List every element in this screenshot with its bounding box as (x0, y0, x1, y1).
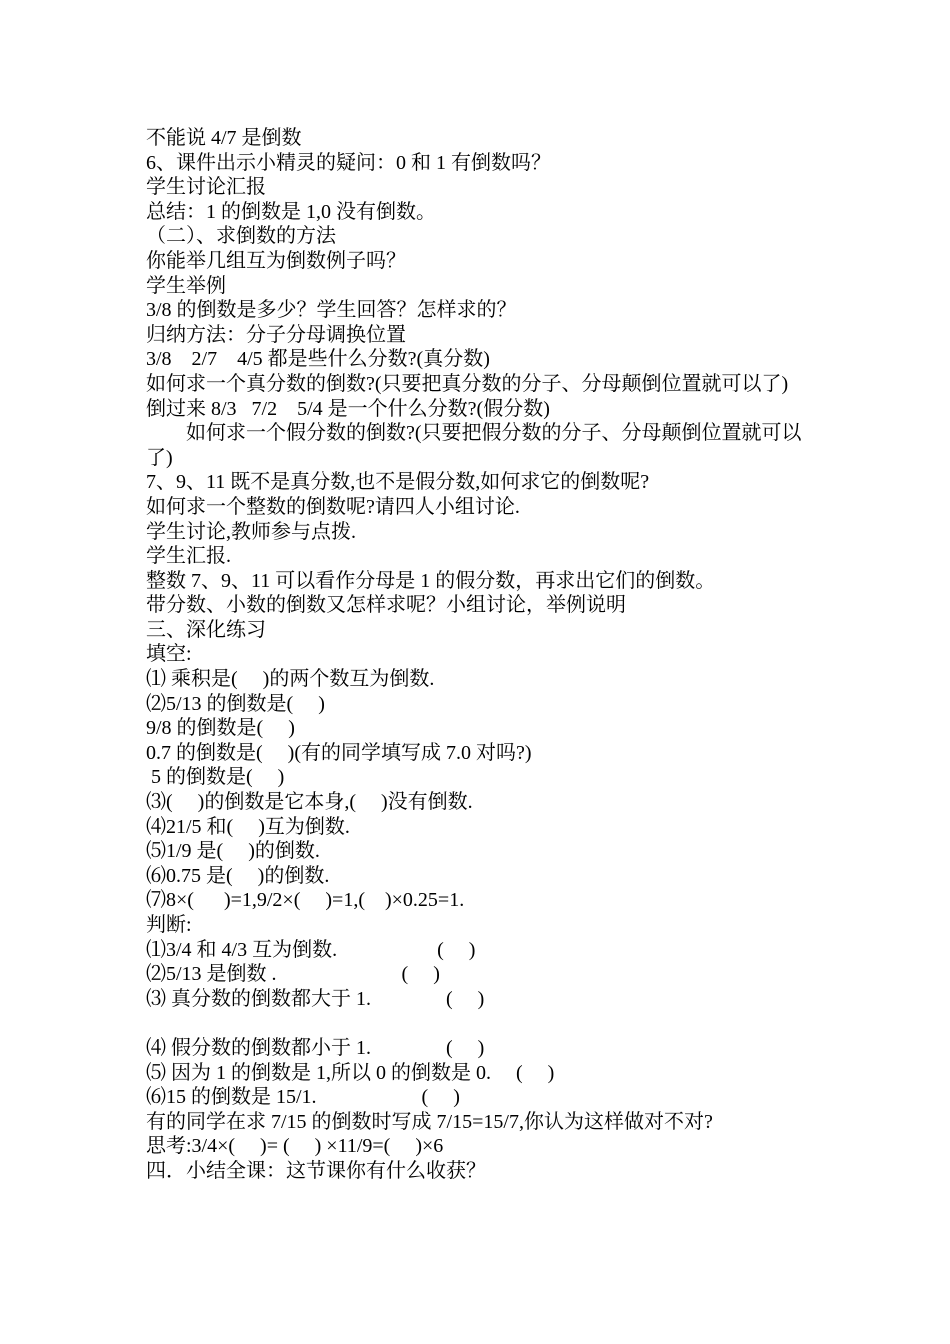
text-line: 学生举例 (146, 274, 226, 297)
text-line: 6、课件出示小精灵的疑问：0 和 1 有倒数吗？ (146, 151, 551, 174)
text-line: 3/8 2/7 4/5 都是些什么分数?(真分数) (146, 348, 490, 371)
exercise-item: ⑸1/9 是( )的倒数. (146, 840, 320, 863)
exercise-item: ⑹0.75 是( )的倒数. (146, 864, 330, 887)
exercise-item: 0.7 的倒数是( )(有的同学填写成 7.0 对吗?) (146, 741, 532, 764)
section-heading: 三、深化练习 (146, 618, 266, 641)
exercise-item: ⑺8×( )=1,9/2×( )=1,( )×0.25=1. (146, 889, 465, 912)
exercise-item: ⑷21/5 和( )互为倒数. (146, 815, 350, 838)
exercise-item: ⑵5/13 的倒数是( ) (146, 692, 325, 715)
text-paragraph: 如何求一个假分数的倒数?(只要把假分数的分子、分母颠倒位置就可以了) (146, 422, 802, 469)
exercise-item: 9/8 的倒数是( ) (146, 717, 295, 740)
text-line: 不能说 4/7 是倒数 (146, 127, 302, 149)
text-line: 归纳方法：分子分母调换位置 (146, 323, 406, 346)
exercise-item: ⑶( )的倒数是它本身,( )没有倒数. (146, 791, 473, 814)
section-heading: 四．小结全课：这节课你有什么收获？ (146, 1159, 486, 1182)
text-line: 有的同学在求 7/15 的倒数时写成 7/15=15/7,你认为这样做对不对? (146, 1110, 713, 1133)
blank-line (146, 1011, 816, 1036)
document-body (146, 126, 816, 1184)
text-line: 思考:3/4×( )= ( ) ×11/9=( )×6 (146, 1135, 444, 1158)
text-line: 3/8 的倒数是多少？学生回答？怎样求的？ (146, 299, 517, 322)
text-paragraph: 如何求一个真分数的倒数?(只要把真分数的分子、分母颠倒位置就可以了) (146, 372, 789, 395)
text-line: 学生汇报. (146, 545, 231, 568)
text-line: 总结：1 的倒数是 1,0 没有倒数。 (146, 200, 436, 223)
text-line: 倒过来 8/3 7/2 5/4 是一个什么分数?(假分数) (146, 397, 550, 420)
text-line: 带分数、小数的倒数又怎样求呢？小组讨论，举例说明 (146, 594, 626, 617)
text-line: 整数 7、9、11 可以看作分母是 1 的假分数，再求出它们的倒数。 (146, 569, 716, 592)
judgement-item: ⑵5/13 是倒数 . ( ) (146, 963, 440, 986)
text-line: 判断: (146, 914, 192, 936)
text-line: 如何求一个整数的倒数呢?请四人小组讨论. (146, 495, 520, 518)
judgement-item: ⑴3/4 和 4/3 互为倒数. ( ) (146, 938, 476, 961)
section-heading: （二）、求倒数的方法 (146, 225, 336, 248)
judgement-item: ⑸ 因为 1 的倒数是 1,所以 0 的倒数是 0. ( ) (146, 1061, 555, 1084)
judgement-item: ⑶ 真分数的倒数都大于 1. ( ) (146, 987, 485, 1010)
judgement-item: ⑹15 的倒数是 15/1. ( ) (146, 1086, 460, 1109)
text-line: 你能举几组互为倒数例子吗？ (146, 249, 406, 272)
judgement-item: ⑷ 假分数的倒数都小于 1. ( ) (146, 1036, 485, 1059)
text-line: 填空: (146, 643, 192, 666)
text-line: 学生讨论,教师参与点拨. (146, 520, 356, 543)
exercise-item: ⑴ 乘积是( )的两个数互为倒数. (146, 668, 435, 691)
text-line: 学生讨论汇报 (146, 176, 266, 199)
text-line: 7、9、11 既不是真分数,也不是假分数,如何求它的倒数呢? (146, 471, 650, 494)
exercise-item: 5 的倒数是( ) (146, 766, 285, 789)
